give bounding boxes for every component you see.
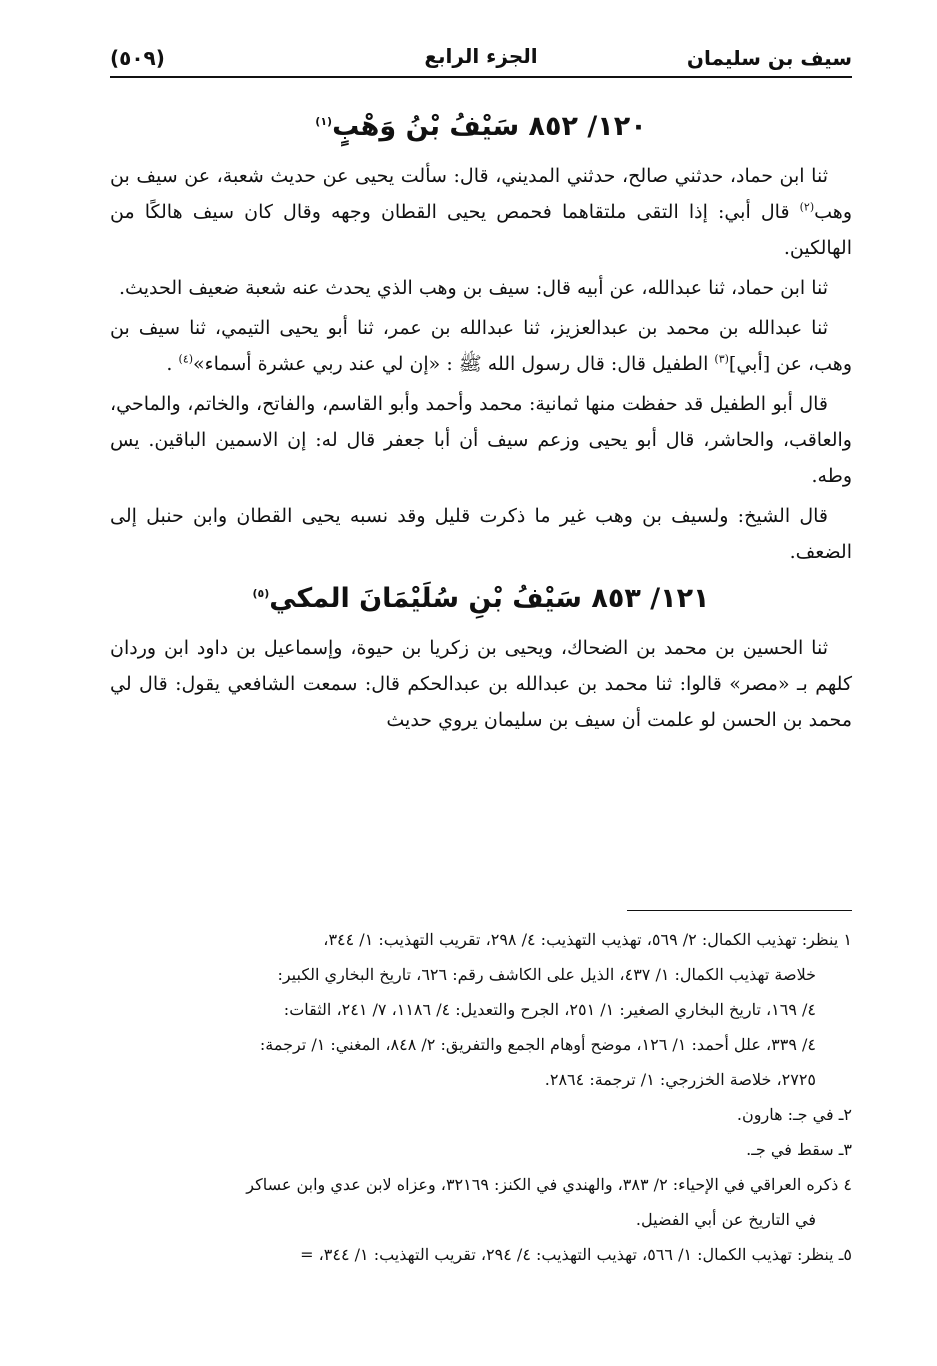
paragraph (110, 630, 852, 738)
footnote-line: خلاصة تهذيب الكمال: ١/ ٤٣٧، الذيل على الكاشف رقم: ٦٢٦، تاريخ البخاري الكبير: (277, 965, 816, 984)
paragraph (110, 498, 852, 570)
paragraph (110, 158, 852, 266)
footnote-line: ١ ينظر: تهذيب الكمال: ٢/ ٥٦٩، تهذيب التهذيب: ٤/ ٢٩٨، تقريب التهذيب: ١/ ٣٤٤، (323, 930, 852, 949)
footnote-marker: (٢) (799, 200, 815, 214)
footnote-marker: (١) (315, 115, 333, 128)
text-segment: قال الشيخ: ولسيف بن وهب غير ما ذكرت قليل وقد نسبه يحيى القطان وابن حنبل إلى الضعف. (110, 505, 852, 563)
entry-title (110, 574, 852, 624)
paragraph (110, 386, 852, 494)
text-segment: . (166, 353, 179, 375)
footnote-line: ٤ ذكره العراقي في الإحياء: ٢/ ٣٨٣، والهندي في الكنز: ٣٢١٦٩، وعزاه لابن عدي وابن عساكر (246, 1175, 852, 1194)
entry-title (110, 102, 852, 152)
footnote-marker: (٤) (178, 352, 194, 366)
text-segment: قال أبو الطفيل قد حفظت منها ثمانية: محمد وأحمد وأبو القاسم، والفاتح، والخاتم، والماحي، والعاقب، والحاشر، قال أبو يحيى وزعم سيف أن أبا جعفر قال له: إن الاسمين الباقين. يس وطه. (110, 393, 852, 487)
paragraph (110, 270, 852, 306)
text-segment: ثنا الحسين بن محمد بن الضحاك، ويحيى بن زكريا بن حيوة، وإسماعيل بن داود ابن وردان كلهم بـ «مصر» قالوا: ثنا محمد بن عبدالله بن عبدالحكم قال: سمعت الشافعي يقول: قال لي محمد بن الحسن لو علمت أن سيف بن سليمان يروي حديث (110, 637, 852, 731)
footnote-line: ٢٧٢٥، خلاصة الخزرجي: ١/ ترجمة: ٢٨٦٤. (544, 1070, 816, 1089)
text-segment: قال أبي: إذا التقى ملتقاهما فحمص يحيى القطان وجهه وقال كان سيف هالكًا من الهالكين. (110, 201, 852, 259)
entry-title-text: ١٢١/ ٨٥٣ سَيْفُ بْنِ سُلَيْمَانَ المكي (269, 583, 710, 614)
text-segment: ثنا ابن حماد، حدثني صالح، حدثني المديني، قال: سألت يحيى عن حديث شعبة، عن سيف بن وهب (110, 165, 852, 223)
footnotes (110, 922, 852, 1272)
running-title: سيف بن سليمان (686, 46, 852, 70)
volume-label: الجزء الرابع (424, 44, 538, 68)
footnote-line: ٤/ ١٦٩، تاريخ البخاري الصغير: ١/ ٢٥١، الجرح والتعديل: ٤/ ١١٨٦، ٧/ ٢٤١، الثقات: (283, 1000, 816, 1019)
page-number: (٥٠٩) (110, 46, 165, 70)
entry-title-text: ١٢٠/ ٨٥٢ سَيْفُ بْنُ وَهْبٍ (332, 111, 647, 142)
footnote-line: ٥ـ ينظر: تهذيب الكمال: ١/ ٥٦٦، تهذيب التهذيب: ٤/ ٢٩٤، تقريب التهذيب: ١/ ٣٤٤، = (300, 1245, 852, 1264)
text-segment: ثنا ابن حماد، ثنا عبدالله، عن أبيه قال: سيف بن وهب الذي يحدث عنه شعبة ضعيف الحديث. (119, 277, 828, 299)
footnote-marker: (٥) (252, 587, 270, 600)
footnote-line: ٢ـ في جـ: هارون. (736, 1105, 852, 1124)
text-segment: الطفيل قال: قال رسول الله ﷺ : «إن لي عند ربي عشرة أسماء» (193, 353, 715, 375)
paragraph (110, 310, 852, 382)
text-segment: ثنا عبدالله بن محمد بن عبدالعزيز، ثنا عبدالله بن عمر، ثنا أبو يحيى التيمي، ثنا سيف بن وهب، عن [أبي] (110, 317, 852, 375)
footnote-line: ٣ـ سقط في جـ. (746, 1140, 852, 1159)
footnote-line: ٤/ ٣٣٩، علل أحمد: ١/ ١٢٦، موضح أوهام الجمع والتفريق: ٢/ ٨٤٨، المغني: ١/ ترجمة: (259, 1035, 816, 1054)
main-text (110, 102, 852, 742)
header-divider (110, 76, 852, 78)
page-header (110, 40, 852, 78)
footnote-line: في التاريخ عن أبي الفضيل. (635, 1210, 816, 1229)
footnote-marker: (٣) (714, 352, 729, 366)
footnote-divider (627, 910, 852, 911)
